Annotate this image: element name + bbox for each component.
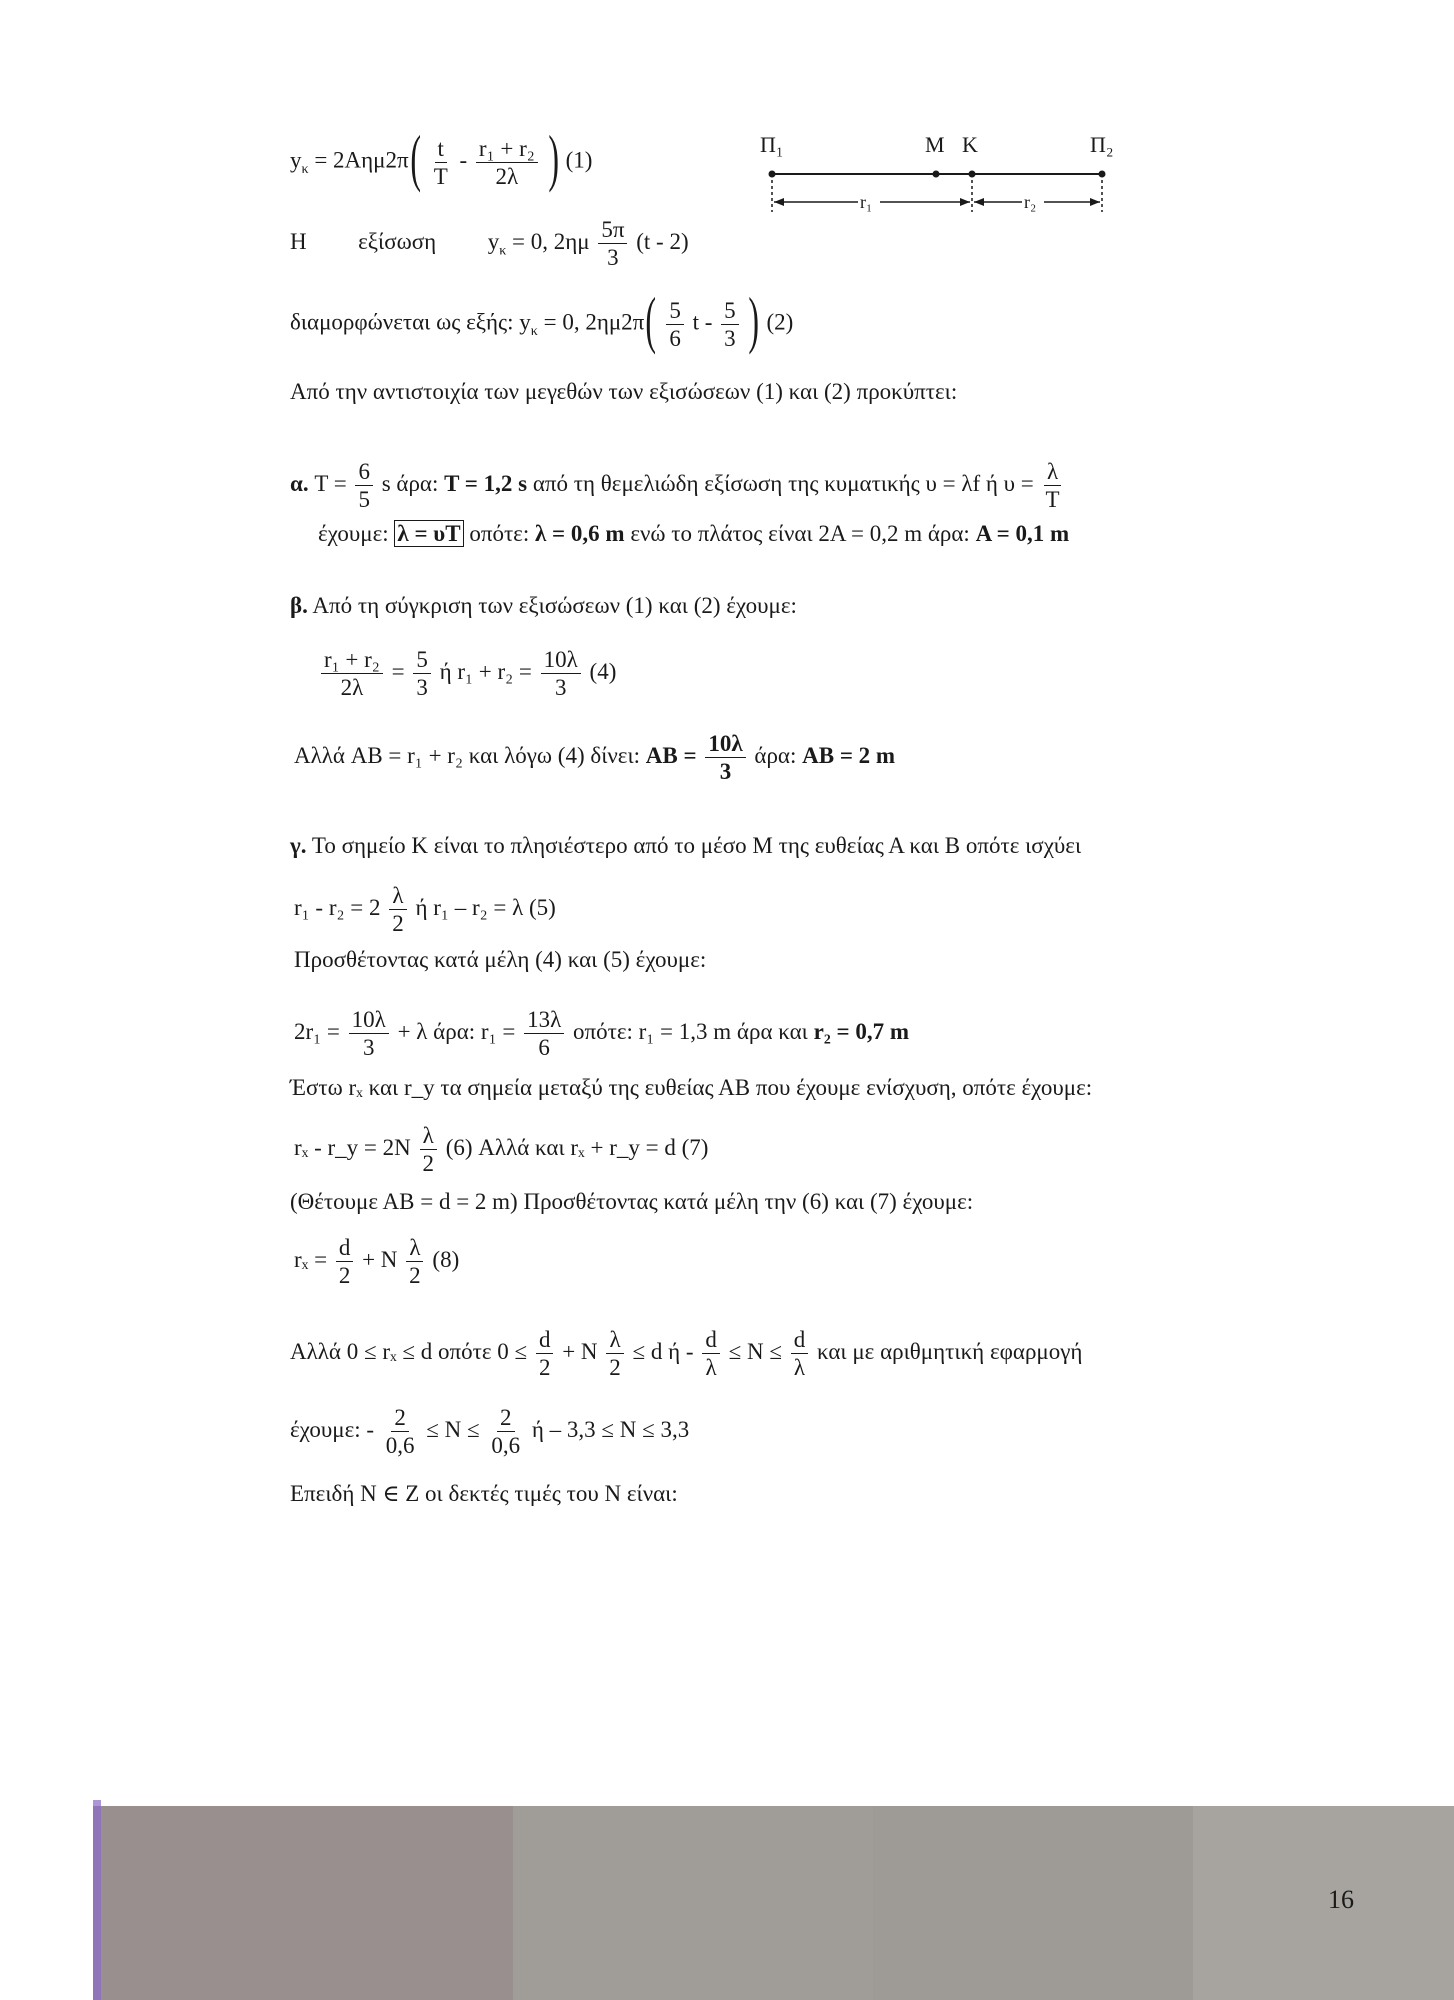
part-c-leNle: ≤ N ≤	[728, 1338, 782, 1364]
point-m	[933, 171, 940, 178]
frac-lambda-2	[606, 1328, 624, 1379]
frac-2-06	[383, 1406, 418, 1457]
arrow-r1-right	[960, 198, 970, 206]
label-p1: Π₁	[760, 132, 784, 157]
paren-right: )	[748, 284, 760, 355]
scan-band	[873, 1806, 1193, 2000]
part-c-r2-result: r₂ = 0,7 m	[813, 1018, 909, 1044]
eq1-lhs: y	[290, 147, 302, 173]
part-a-T-result: T = 1,2 s	[444, 470, 528, 496]
part-a-line-1	[290, 460, 1066, 511]
part-c-we-have: έχουμε: -	[290, 1416, 375, 1442]
frac-2-06	[488, 1406, 523, 1457]
frac-num: 5	[666, 299, 684, 325]
frac-5-3	[721, 299, 739, 350]
part-b-AB-line	[294, 732, 895, 783]
frac-num: d	[791, 1328, 809, 1354]
frac-num: 2	[391, 1406, 409, 1432]
label-p2: Π₂	[1090, 132, 1114, 157]
part-b-AB-result: AB = 2 m	[802, 742, 896, 768]
part-c-label: γ.	[290, 833, 307, 858]
eq2-mid: = 0, 2ημ2π	[543, 309, 645, 335]
frac-10lambda-3	[541, 648, 581, 699]
frac-num: 6	[355, 460, 373, 486]
eq1-minus: -	[459, 147, 468, 173]
part-c-plusN: + N	[562, 1338, 598, 1364]
part-c-setting: (Θέτουμε ΑΒ = d = 2 m) Προσθέτοντας κατά μέλη την (6) και (7) έχουμε:	[290, 1189, 974, 1214]
part-c-intro	[290, 832, 1081, 860]
part-c-plus-l: + λ άρα: r₁ =	[397, 1018, 516, 1044]
part-c-leNle: ≤ N ≤	[426, 1416, 480, 1442]
frac-num: λ	[389, 884, 406, 910]
frac-num: 10λ	[541, 648, 581, 674]
label-r1: r₁	[860, 192, 873, 212]
part-c-intro-text: Το σημείο Κ είναι το πλησιέστερο από το μέσο Μ της ευθείας Α και Β οπότε ισχύει	[311, 833, 1082, 858]
frac-lambda-2	[389, 884, 407, 935]
scan-band	[513, 1806, 873, 2000]
eq1-tag: (1)	[565, 147, 593, 173]
frac-10lambda-3-bold	[705, 732, 745, 783]
given-word: εξίσωση	[358, 228, 437, 254]
frac-den: 3	[724, 325, 736, 351]
part-a-T-eq: T =	[314, 470, 347, 496]
frac-num: d	[536, 1328, 554, 1354]
frac-den: 5	[358, 487, 370, 512]
frac-5-6	[666, 299, 684, 350]
scan-band	[93, 1806, 513, 2000]
frac-den: 3	[554, 675, 567, 700]
given-tail: (t - 2)	[636, 228, 689, 254]
part-b-tag: (4)	[589, 658, 617, 684]
part-c-but-range: Αλλά 0 ≤ rₓ ≤ d οπότε 0 ≤	[290, 1338, 528, 1364]
part-c-range-result: ή – 3,3 ≤ N ≤ 3,3	[531, 1416, 690, 1442]
point-k	[969, 171, 976, 178]
frac-num: 10λ	[349, 1008, 389, 1034]
frac-den: T	[1045, 487, 1060, 512]
frac-lambda-2	[419, 1124, 437, 1175]
part-c-adding: Προσθέτοντας κατά μέλη (4) και (5) έχουμε:	[294, 947, 707, 972]
frac-num: d	[336, 1236, 354, 1262]
frac-num: λ	[1044, 460, 1061, 486]
part-c-eq8-tag: (8)	[432, 1246, 460, 1272]
frac-den: 3	[362, 1035, 375, 1060]
part-c-two-r1: 2r₁ =	[294, 1018, 340, 1044]
label-m: M	[925, 132, 945, 157]
part-a-amplitude: ενώ το πλάτος είναι 2Α = 0,2 m άρα:	[630, 521, 970, 546]
part-a-A-result: Α = 0,1 m	[975, 521, 1070, 546]
frac-lambda-T	[1043, 460, 1063, 511]
part-b-label: β.	[290, 593, 308, 618]
given-lhs-sub: κ	[499, 243, 507, 259]
frac-rsum-over-2lambda	[476, 137, 538, 188]
frac-d-2	[336, 1236, 354, 1287]
frac-den: 6	[538, 1035, 550, 1060]
part-c-eq6-lhs: rₓ - r_y = 2N	[294, 1134, 411, 1160]
part-c-plusN: + N	[362, 1246, 398, 1272]
frac-den: 6	[669, 325, 681, 351]
part-b-AB-eq: AB =	[645, 742, 697, 768]
frac-den: 2	[422, 1151, 434, 1176]
frac-13lambda-6	[524, 1008, 564, 1059]
frac-6-5	[355, 460, 373, 511]
frac-den: 2	[392, 911, 404, 936]
part-c-since: Επειδή N ∈ Z οι δεκτές τιμές του N είναι:	[290, 1481, 678, 1506]
part-c-numeric	[290, 1406, 689, 1457]
correspondence-line: Από την αντιστοιχία των μεγεθών των εξισώσεων (1) και (2) προκύπτει:	[290, 379, 958, 404]
equation-2	[290, 284, 794, 356]
part-a-rest: από τη θεμελιώδη εξίσωση της κυματικής υ = λf ή υ =	[532, 470, 1034, 496]
frac-rsum-2lambda	[321, 648, 383, 699]
frac-den: 2	[409, 1263, 421, 1288]
part-a-have: έχουμε:	[318, 521, 389, 546]
part-a-line-2	[318, 520, 1069, 548]
frac-den: 2	[609, 1355, 621, 1380]
given-mid: = 0, 2ημ	[512, 228, 590, 254]
part-b-equation-4	[318, 648, 616, 699]
frac-den: 3	[719, 759, 732, 784]
paren-left: (	[645, 284, 657, 355]
part-c-or5: ή r₁ – r₂ = λ (5)	[415, 894, 556, 920]
given-lhs: y	[487, 228, 500, 254]
part-c-eq6-tail: (6) Αλλά και rₓ + r_y = d (7)	[445, 1134, 709, 1160]
part-c-diff-lhs: r₁ - r₂ = 2	[294, 894, 381, 920]
frac-num: 13λ	[524, 1008, 564, 1034]
frac-num: 10λ	[705, 732, 745, 758]
frac-5pi-over-3	[598, 218, 627, 269]
part-c-r1-line	[294, 1008, 909, 1059]
eq2-t: t -	[692, 309, 713, 335]
frac-t-over-T	[431, 137, 451, 188]
part-c-le-d-or: ≤ d ή -	[632, 1338, 694, 1364]
part-c-let: Έστω rₓ και r_y τα σημεία μεταξύ της ευθείας ΑΒ που έχουμε ενίσχυση, οπότε έχουμε:	[290, 1075, 1093, 1100]
frac-num: 5	[721, 299, 739, 325]
arrow-r1-left	[774, 198, 784, 206]
paren-right: )	[547, 122, 559, 193]
part-b-intro	[290, 592, 797, 620]
given-intro: Η	[290, 228, 307, 254]
arrow-r2-left	[974, 198, 984, 206]
frac-den: 2	[538, 1355, 551, 1380]
frac-num: 5π	[598, 218, 627, 244]
frac-lambda-2	[406, 1236, 424, 1287]
boxed-formula: λ = υΤ	[394, 520, 463, 547]
frac-den: 2λ	[495, 163, 519, 189]
frac-d-lambda	[702, 1328, 720, 1379]
eq1-lhs-sub: κ	[301, 161, 309, 177]
frac-den: λ	[705, 1355, 717, 1380]
part-c-eq6	[294, 1124, 708, 1175]
part-c-arith: και με αριθμητική εφαρμογή	[816, 1338, 1083, 1364]
page-number: 16	[1328, 1885, 1354, 1914]
frac-num: 2	[497, 1406, 515, 1432]
frac-5-3	[413, 648, 431, 699]
frac-den: 3	[416, 675, 428, 700]
eq2-lhs: y	[519, 309, 531, 335]
frac-num: λ	[606, 1328, 623, 1354]
frac-den: λ	[793, 1355, 806, 1380]
eq1-amplitude: = 2Αημ2π	[314, 147, 409, 173]
part-a-lambda-result: λ = 0,6 m	[534, 521, 625, 546]
sources-diagram	[740, 130, 1120, 230]
part-b-ara: άρα:	[754, 742, 797, 768]
eq2-tag: (2)	[766, 309, 794, 335]
part-a-then: οπότε:	[469, 521, 530, 546]
frac-num: r₁ + r₂	[321, 648, 383, 674]
point-p2	[1099, 171, 1106, 178]
part-a-s-text: s άρα:	[381, 470, 439, 496]
frac-num: t	[435, 137, 447, 163]
label-k: K	[962, 132, 978, 157]
frac-den: 2	[338, 1263, 351, 1288]
part-c-range	[290, 1328, 1082, 1379]
equation-1	[290, 122, 593, 194]
part-a-label: α.	[290, 470, 309, 496]
eq-sign: =	[391, 658, 405, 684]
frac-den: 0,6	[491, 1433, 521, 1458]
frac-den: 3	[607, 245, 619, 270]
frac-den: 0,6	[385, 1433, 415, 1458]
frac-den: 2λ	[340, 675, 364, 700]
frac-num: r₁ + r₂	[476, 137, 538, 163]
part-c-eq5	[294, 884, 556, 935]
scan-edge-artifact	[93, 1800, 101, 2000]
frac-num: d	[702, 1328, 720, 1354]
part-b-but: Αλλά AB = r₁ + r₂ και λόγω (4) δίνει:	[294, 742, 641, 768]
frac-num: λ	[420, 1124, 437, 1150]
frac-den: T	[433, 163, 448, 189]
equation-given	[290, 218, 689, 269]
frac-d-lambda	[791, 1328, 809, 1379]
arrow-r2-right	[1090, 198, 1100, 206]
part-c-eq8-lhs: rₓ =	[294, 1246, 328, 1272]
frac-10lambda-3	[349, 1008, 389, 1059]
part-c-then: οπότε: r₁ = 1,3 m άρα και	[572, 1018, 808, 1044]
frac-num: λ	[406, 1236, 423, 1262]
frac-d-2	[536, 1328, 554, 1379]
scan-footer-bar	[93, 1806, 1454, 2000]
eq2-intro: διαμορφώνεται ως εξής:	[290, 309, 514, 335]
scan-band	[1193, 1806, 1454, 2000]
part-c-eq8	[294, 1236, 459, 1287]
label-r2: r₂	[1024, 192, 1037, 212]
frac-num: 5	[413, 648, 431, 674]
point-p1	[769, 171, 776, 178]
part-b-or: ή r₁ + r₂ =	[439, 658, 532, 684]
eq2-lhs-sub: κ	[530, 323, 538, 339]
part-b-intro-text: Από τη σύγκριση των εξισώσεων (1) και (2) έχουμε:	[312, 593, 797, 618]
paren-left: (	[409, 122, 421, 193]
